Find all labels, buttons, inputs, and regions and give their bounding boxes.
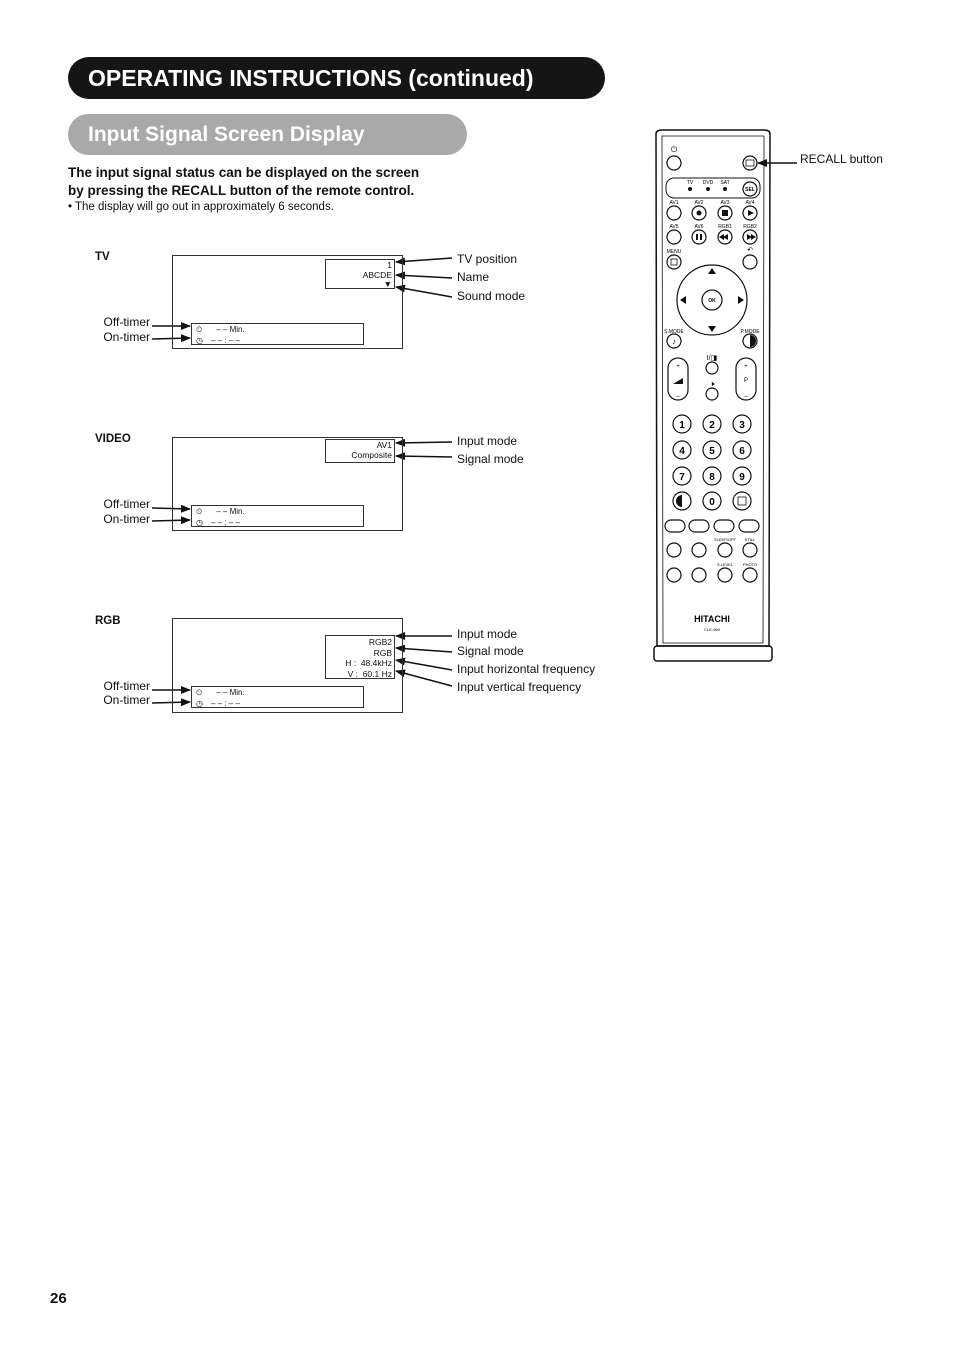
av1-button[interactable] xyxy=(667,206,681,220)
video-off-timer-label: Off-timer xyxy=(103,497,150,511)
rgb-callout-h-frequency: Input horizontal frequency xyxy=(457,662,596,676)
power-button[interactable] xyxy=(667,156,681,170)
rgb-signal-value: RGB xyxy=(373,647,392,658)
page-number: 26 xyxy=(50,1290,67,1307)
digit-7-label: 7 xyxy=(679,472,685,483)
color-key-green[interactable] xyxy=(689,520,709,532)
video-off-timer-value: – – Min. xyxy=(216,507,245,516)
off-timer-icon: ⏲ xyxy=(196,507,203,516)
svg-text:–: – xyxy=(744,394,748,400)
brand-logo: HITACHI xyxy=(694,614,730,624)
tv-callout-position: TV position xyxy=(457,252,518,266)
input-toggle-button[interactable] xyxy=(706,362,718,374)
left-arrow-icon[interactable] xyxy=(680,296,686,304)
tv-info-box xyxy=(325,259,395,289)
tv-timer-box xyxy=(191,323,364,345)
rgb-timer-box xyxy=(191,686,364,708)
tv-name-value: ABCDE xyxy=(362,269,392,280)
tv-callout-sound-mode: Sound mode xyxy=(457,289,526,303)
svol-label: S.LEVEL xyxy=(716,562,734,567)
rgb1-label: RGB1 xyxy=(718,224,732,230)
rgb-h-frequency: 48.4kHz xyxy=(360,658,392,668)
tv-on-timer-label: On-timer xyxy=(103,330,150,344)
smode-label: S.MODE xyxy=(664,329,684,335)
return-icon: ↶ xyxy=(747,247,753,254)
svg-text:–: – xyxy=(676,394,680,400)
digit-3-label: 3 xyxy=(739,420,745,431)
teletext-button-3[interactable] xyxy=(667,568,681,582)
rgb-off-timer-label: Off-timer xyxy=(103,679,150,693)
av3-label: AV3 xyxy=(720,200,730,206)
digit-8-label: 8 xyxy=(709,472,715,483)
photo-button[interactable] xyxy=(743,568,757,582)
teletext-button-4[interactable] xyxy=(692,568,706,582)
digit-4-label: 4 xyxy=(679,446,685,457)
program-label: P xyxy=(743,378,749,384)
music-note-icon: ♪ xyxy=(672,337,676,346)
remote-control xyxy=(650,128,776,666)
video-callout-signal-mode: Signal mode xyxy=(457,452,524,466)
section-title: Input Signal Screen Display xyxy=(68,114,467,155)
video-info-box xyxy=(325,439,395,463)
intro-note: • The display will go out in approximately 6 seconds. xyxy=(68,201,334,213)
rgb-callout-v-frequency: Input vertical frequency xyxy=(457,680,582,694)
recall-button-label: RECALL button xyxy=(800,152,883,166)
sleep-label: SLEEP/OFF xyxy=(713,537,737,542)
tv-off-timer-label: Off-timer xyxy=(103,315,150,329)
color-key-red[interactable] xyxy=(665,520,685,532)
sel-label: SEL xyxy=(745,187,755,193)
color-key-blue[interactable] xyxy=(739,520,759,532)
source-tv-label: TV xyxy=(686,180,694,186)
power-icon: ⏻ xyxy=(670,145,678,154)
video-on-timer-label: On-timer xyxy=(103,512,150,526)
av4-label: AV4 xyxy=(745,200,755,206)
source-sat-label: SAT xyxy=(720,180,730,186)
sleep-button[interactable] xyxy=(718,543,732,557)
tv-callout-name: Name xyxy=(457,270,490,284)
subpicture-icon xyxy=(738,497,746,505)
rgb-screen xyxy=(172,618,403,713)
intro-line-2: by pressing the RECALL button of the remote control. xyxy=(68,183,415,198)
on-timer-icon: ◷ xyxy=(196,517,203,527)
rgb-info-box xyxy=(325,635,395,679)
exit-button[interactable] xyxy=(743,255,757,269)
model-label: CLE-969 xyxy=(704,627,720,632)
svg-text:+: + xyxy=(744,364,748,370)
rgb-h-prefix: H : xyxy=(345,658,357,668)
rgb-callout-signal-mode: Signal mode xyxy=(457,644,524,658)
video-callout-input-mode: Input mode xyxy=(457,434,518,448)
contrast-icon xyxy=(676,495,682,507)
photo-label: PHOTO xyxy=(742,562,758,567)
rgb-callout-input-mode: Input mode xyxy=(457,627,518,641)
video-screen xyxy=(172,437,403,531)
svg-text:+: + xyxy=(676,364,680,370)
ok-label: OK xyxy=(708,298,716,304)
video-signal-value: Composite xyxy=(351,449,392,460)
tv-sound-mode-value: ▼ xyxy=(383,279,392,289)
rgb-v-frequency: 60.1 Hz xyxy=(362,668,392,679)
on-timer-icon: ◷ xyxy=(196,335,203,345)
video-timer-box xyxy=(191,505,364,527)
source-dvd-label: DVD xyxy=(702,180,714,186)
tv-off-timer-value: – – Min. xyxy=(216,325,245,334)
mute-icon: 🕨 xyxy=(709,379,715,388)
rgb-on-timer-value: – – : – – xyxy=(210,698,240,708)
av1-label: AV1 xyxy=(669,200,679,206)
digit-9-label: 9 xyxy=(739,472,745,483)
video-section-label: VIDEO xyxy=(95,433,131,445)
digit-2-label: 2 xyxy=(709,420,715,431)
digit-1-label: 1 xyxy=(679,420,685,431)
recall-button[interactable] xyxy=(743,156,757,170)
menu-label: MENU xyxy=(666,249,682,255)
on-timer-icon: ◷ xyxy=(196,698,203,708)
svol-button[interactable] xyxy=(718,568,732,582)
input-toggle-icon: I/◨ xyxy=(706,355,718,362)
av5-button[interactable] xyxy=(667,230,681,244)
av6-button[interactable] xyxy=(692,230,706,244)
av5-label: AV5 xyxy=(669,224,679,230)
down-arrow-icon[interactable] xyxy=(708,326,716,332)
tv-screen xyxy=(172,255,403,349)
off-timer-icon: ⏲ xyxy=(196,325,203,334)
right-arrow-icon[interactable] xyxy=(738,296,744,304)
intro-line-1: The input signal status can be displayed on the screen xyxy=(68,165,420,180)
up-arrow-icon[interactable] xyxy=(708,268,716,274)
digit-6-label: 6 xyxy=(739,446,745,457)
mute-button[interactable] xyxy=(706,388,718,400)
rgb2-label: RGB2 xyxy=(743,224,757,230)
video-on-timer-value: – – : – – xyxy=(210,517,240,527)
rgb-on-timer-label: On-timer xyxy=(103,693,150,707)
digit-0-label: 0 xyxy=(709,497,715,508)
tv-position-value: 1 xyxy=(387,260,392,270)
menu-button[interactable] xyxy=(667,255,681,269)
color-key-yellow[interactable] xyxy=(714,520,734,532)
still-button[interactable] xyxy=(743,543,757,557)
av2-label: AV2 xyxy=(694,200,704,206)
tv-section-label: TV xyxy=(95,251,110,263)
page-header-title: OPERATING INSTRUCTIONS (continued) xyxy=(68,57,605,99)
still-label: STILL xyxy=(744,537,756,542)
digit-5-label: 5 xyxy=(709,446,715,457)
volume-icon xyxy=(673,378,683,384)
subpicture-button[interactable] xyxy=(733,492,751,510)
video-input-value: AV1 xyxy=(376,440,392,450)
teletext-button-1[interactable] xyxy=(667,543,681,557)
rgb-off-timer-value: – – Min. xyxy=(216,688,245,697)
pmode-label: P.MODE xyxy=(740,329,760,335)
rgb-v-prefix: V : xyxy=(347,668,358,679)
off-timer-icon: ⏲ xyxy=(196,688,203,697)
rgb-section-label: RGB xyxy=(95,615,121,627)
teletext-button-2[interactable] xyxy=(692,543,706,557)
av6-label: AV6 xyxy=(694,224,704,230)
rgb-input-value: RGB2 xyxy=(368,637,392,647)
tv-on-timer-value: – – : – – xyxy=(210,335,240,345)
